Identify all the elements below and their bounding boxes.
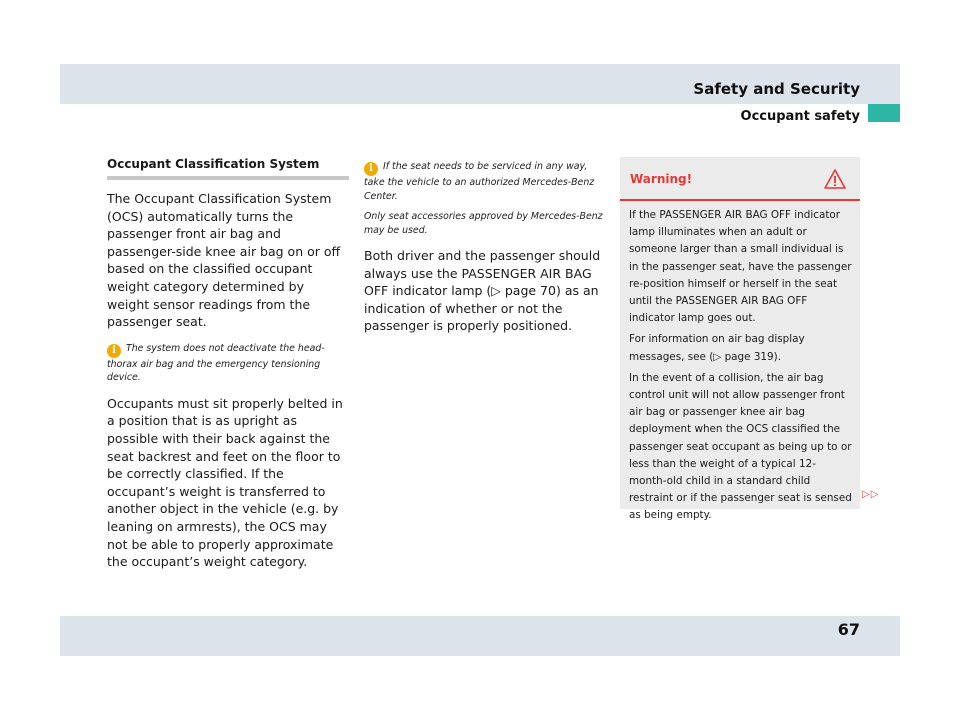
warning-box <box>620 157 860 522</box>
warning-body <box>620 201 860 525</box>
warning-paragraph: For information on air bag display messages, see (▷ page 319). <box>629 333 805 363</box>
warning-paragraph: In the event of a collision, the air bag control unit will not allow passenger front air bag or passenger knee air bag deployment when the OCS classified the passenger seat occupant as being up to or less than the weight of a typical 12-month-old child in a standard child restraint or if the passenger seat is sensed as being empty. <box>629 371 852 522</box>
info-note-text: The system does not deactivate the head-thorax air bag and the emergency tensioning device. <box>107 342 325 384</box>
info-icon: i <box>107 344 121 358</box>
column-middle <box>364 160 606 335</box>
info-note-text: If the seat needs to be serviced in any way, take the vehicle to an authorized Mercedes-Benz Center. <box>364 161 595 202</box>
column-left <box>107 157 349 571</box>
column-right <box>620 157 860 522</box>
footer-band <box>60 616 900 656</box>
warning-triangle-icon <box>824 169 846 189</box>
subsection-title: Occupant safety <box>740 109 860 124</box>
paragraph: The Occupant Classification System (OCS) automatically turns the passenger front air bag and passenger-side knee air bag on or off based on the classified occupant weight category determined by weight sensor readings from the passenger seat. <box>107 191 341 330</box>
page-number: 67 <box>837 620 860 639</box>
paragraph: Both driver and the passenger should always use the PASSENGER AIR BAG OFF indicator lamp (▷ page 70) as an indication of whether or not the passenger is properly positioned. <box>364 248 601 334</box>
warning-header <box>620 157 860 201</box>
section-heading: Occupant Classification System <box>107 157 349 180</box>
info-note <box>107 342 349 385</box>
paragraph: Occupants must sit properly belted in a position that is as upright as possible with their back against the seat backrest and feet on the floor to be correctly classified. If the occupant’s weight is transferred to another object in the vehicle (e.g. by leaning on armrests), the OCS may not be able to properly approximate the occupant’s weight category. <box>107 395 343 570</box>
info-note <box>364 160 606 203</box>
note-text: Only seat accessories approved by Mercedes-Benz may be used. <box>364 211 603 236</box>
warning-label: Warning! <box>630 172 693 186</box>
info-icon: i <box>364 162 378 176</box>
accent-tab <box>868 104 900 122</box>
warning-paragraph: If the PASSENGER AIR BAG OFF indicator lamp illuminates when an adult or someone larger than a small individual is in the passenger seat, have the passenger re-position himself or herself in the seat until the PASSENGER AIR BAG OFF indicator lamp goes out. <box>629 209 852 325</box>
continue-arrows-icon: ▷▷ <box>862 489 880 500</box>
section-title: Safety and Security <box>693 80 860 98</box>
